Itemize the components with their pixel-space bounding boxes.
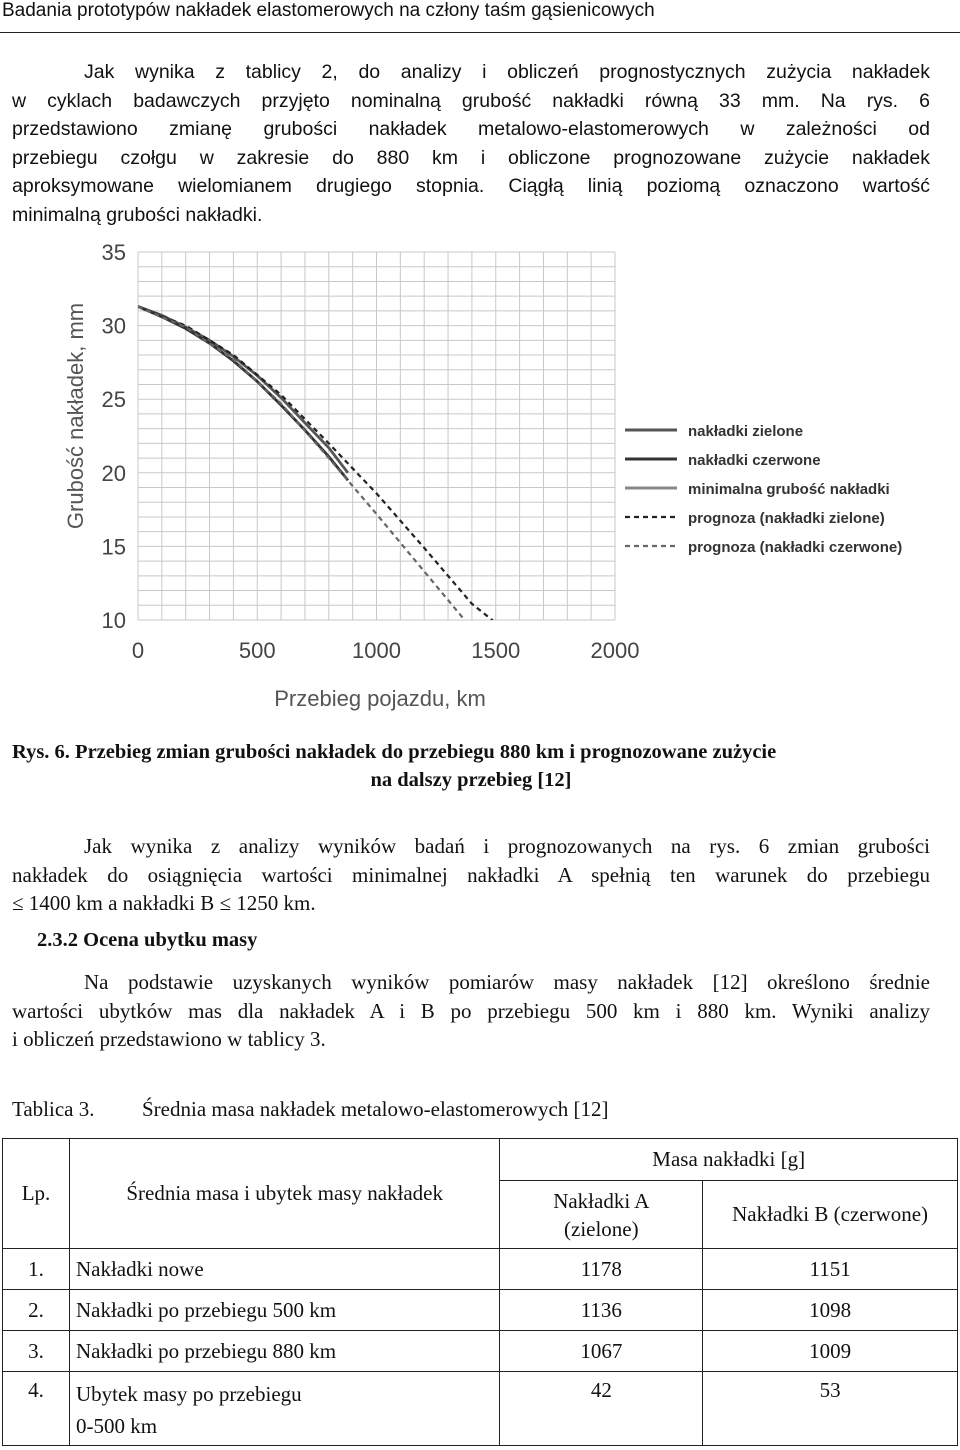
table-row <box>3 1290 958 1331</box>
y-tick-label: 35 <box>101 240 126 265</box>
cell-a: 1178 <box>500 1249 703 1290</box>
table-row <box>3 1331 958 1372</box>
paragraph-line: nakładek do osiągnięcia wartości minimalnej nakładki A spełnią ten warunek do przebiegu <box>12 862 930 887</box>
paragraph-line: aproksymowane wielomianem drugiego stopnia. Ciągłą linią poziomą oznaczono wartość <box>12 175 930 197</box>
cell-a: 1136 <box>500 1290 703 1331</box>
x-tick-label: 0 <box>131 638 145 663</box>
paragraph-line: Jak wynika z analizy wyników badań i prognozowanych na rys. 6 zmian grubości <box>84 834 930 858</box>
cell-desc-line1: Ubytek masy po przebiegu <box>75 1382 302 1406</box>
cell-lp: 3. <box>3 1331 70 1372</box>
cell-lp: 2. <box>3 1290 70 1331</box>
chart-svg <box>55 238 945 726</box>
caption-line-1: Rys. 6. Przebieg zmian grubości nakładek do przebiegu 880 km i prognozowane zużycie <box>12 741 777 763</box>
header-col-a <box>500 1181 703 1249</box>
y-tick-label: 25 <box>101 387 126 413</box>
y-tick-label: 30 <box>101 313 126 339</box>
cell-desc-line2: 0-500 km <box>75 1414 158 1438</box>
figure-caption <box>12 738 930 794</box>
x-tick-label: 500 <box>238 638 276 663</box>
legend-label: prognoza (nakładki zielone) <box>688 510 885 527</box>
table-caption <box>12 1097 609 1122</box>
cell-b: 1009 <box>703 1331 958 1372</box>
paragraph-line: przedstawiono zmianę grubości nakładek metalowo-elastomerowych w zależności od <box>12 118 930 140</box>
chart-grid <box>138 252 615 620</box>
paragraph-analysis <box>12 832 930 918</box>
paragraph-mass <box>12 968 930 1054</box>
caption-line-2: na dalszy przebieg [12] <box>370 769 572 791</box>
cell-a: 1067 <box>500 1331 703 1372</box>
legend-label: prognoza (nakładki czerwone) <box>688 539 903 556</box>
y-axis-label: Grubość nakładek, mm <box>63 302 88 530</box>
legend-label: nakładki zielone <box>688 423 804 440</box>
paragraph-line: minimalną grubości nakładki. <box>12 203 263 226</box>
header-lp: Lp. <box>3 1139 70 1249</box>
paragraph-intro <box>12 58 930 229</box>
legend-label: minimalna grubość nakładki <box>688 481 890 498</box>
header-description: Średnia masa i ubytek masy nakładek <box>69 1139 499 1249</box>
legend-label: nakładki czerwone <box>688 452 821 469</box>
header-rule <box>0 32 960 33</box>
cell-a: 42 <box>500 1372 703 1446</box>
cell-b: 53 <box>703 1372 958 1446</box>
x-tick-label: 2000 <box>590 638 640 663</box>
cell-desc <box>69 1372 499 1446</box>
y-tick-label: 15 <box>101 534 126 560</box>
paragraph-line: Jak wynika z tablicy 2, do analizy i obliczeń prognostycznych zużycia nakładek <box>84 61 930 83</box>
cell-desc: Nakładki po przebiegu 500 km <box>69 1290 499 1331</box>
header-col-a-line1: Nakładki A <box>553 1188 650 1213</box>
cell-lp: 4. <box>3 1372 70 1446</box>
paragraph-line: i obliczeń przedstawiono w tablicy 3. <box>12 1027 326 1051</box>
table-row <box>3 1249 958 1290</box>
y-tick-label: 10 <box>101 608 126 633</box>
cell-b: 1098 <box>703 1290 958 1331</box>
y-tick-label: 20 <box>101 460 126 486</box>
cell-b: 1151 <box>703 1249 958 1290</box>
x-axis-label: Przebieg pojazdu, km <box>274 686 486 711</box>
cell-desc: Nakładki po przebiegu 880 km <box>69 1331 499 1372</box>
paragraph-line: wartości ubytków mas dla nakładek A i B po przebiegu 500 km i 880 km. Wyniki analizy <box>12 998 930 1023</box>
table-row <box>3 1372 958 1446</box>
paragraph-line: w cyklach badawczych przyjęto nominalną grubość nakładki równą 33 mm. Na rys. 6 <box>12 89 930 112</box>
paragraph-line: Na podstawie uzyskanych wyników pomiarów masy nakładek [12] określono średnie <box>84 970 930 994</box>
paragraph-line: ≤ 1400 km a nakładki B ≤ 1250 km. <box>12 891 316 915</box>
header-mass-group: Masa nakładki [g] <box>500 1139 958 1181</box>
paragraph-line: przebiegu czołgu w zakresie do 880 km i obliczone prognozowane zużycie nakładek <box>12 146 930 169</box>
table-label: Tablica 3. <box>12 1097 95 1121</box>
mass-table <box>2 1138 958 1446</box>
header-col-a-line2: (zielone) <box>564 1216 639 1241</box>
section-heading: 2.3.2 Ocena ubytku masy <box>37 929 258 951</box>
cell-desc: Nakładki nowe <box>69 1249 499 1290</box>
cell-lp: 1. <box>3 1249 70 1290</box>
header-col-b: Nakładki B (czerwone) <box>703 1181 958 1249</box>
x-tick-label: 1500 <box>471 638 521 663</box>
running-header: Badania prototypów nakładek elastomerowych na człony taśm gąsienicowych <box>2 0 655 21</box>
x-tick-label: 1000 <box>352 638 401 663</box>
table-title: Średnia masa nakładek metalowo-elastomerowych [12] <box>142 1097 609 1121</box>
thickness-chart <box>55 238 945 726</box>
